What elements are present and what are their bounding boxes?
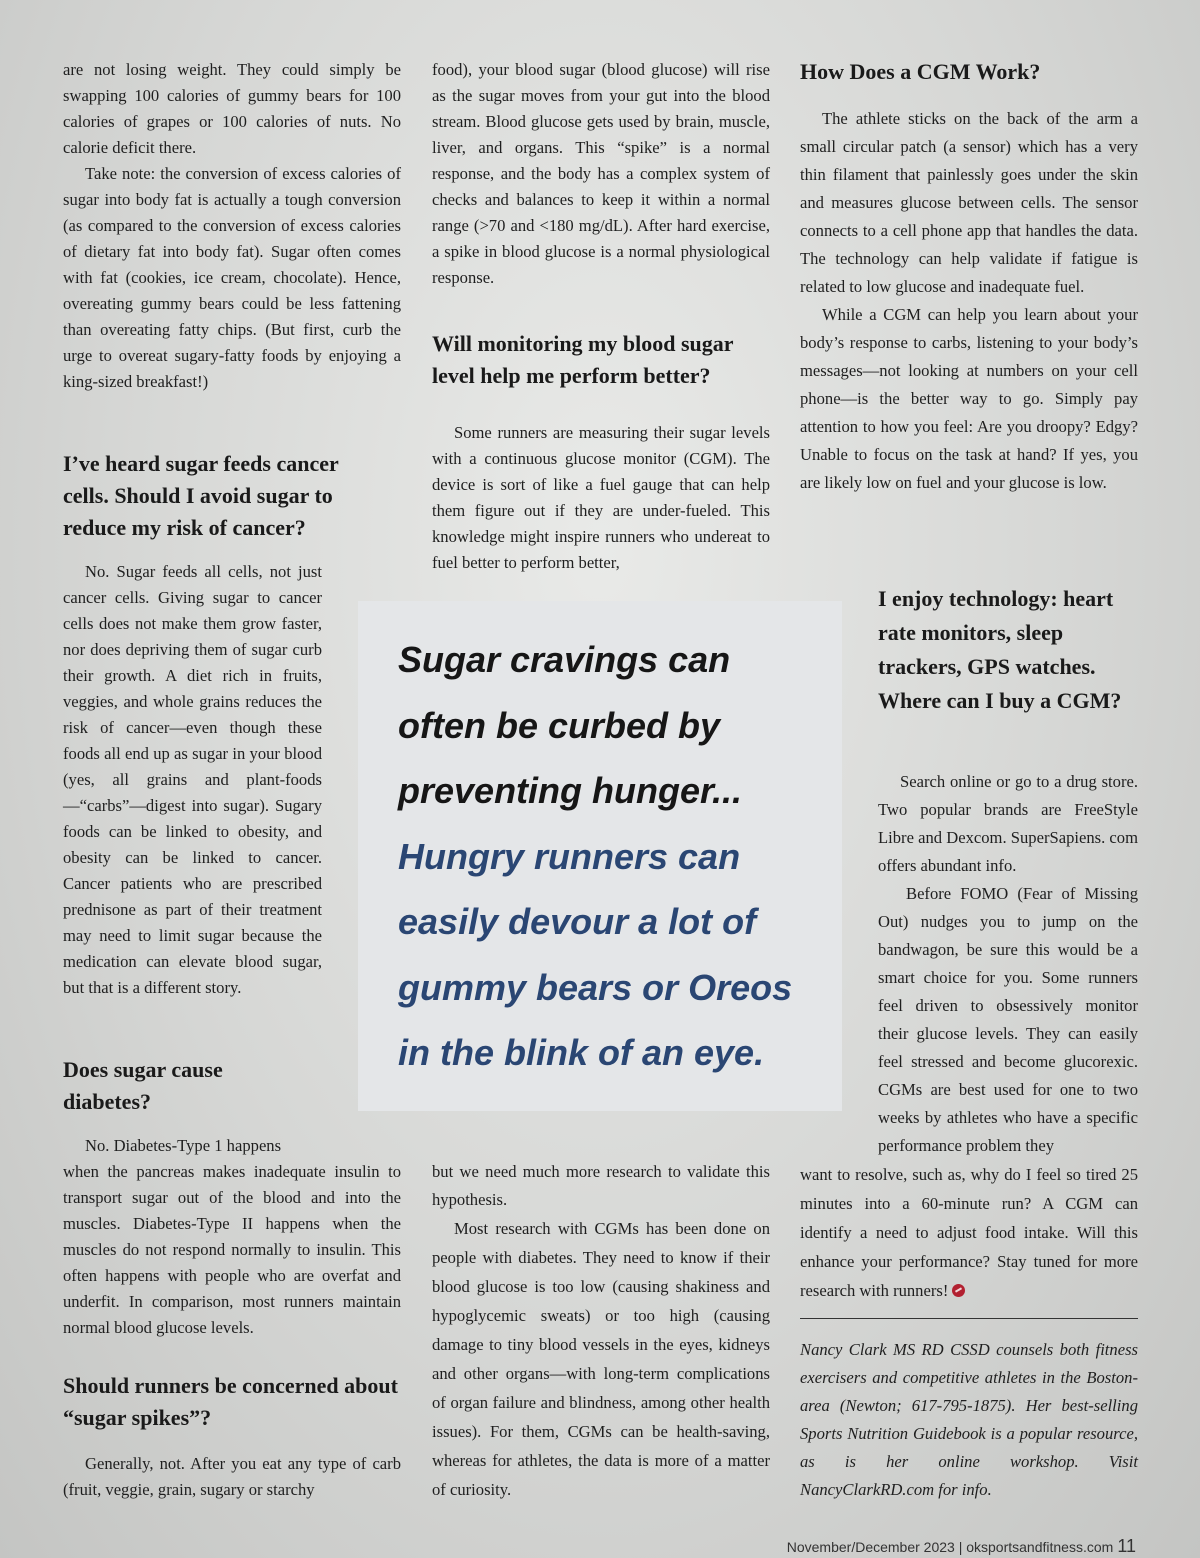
col1-paragraph-2: Take note: the conversion of excess calories of sugar into body fat is actually a tough conversion (as compared to the conversion of excess calories of dietary fat into body fat). Sugar often comes with fat (cookies, ice cream, chocolate). Hence, overeating gummy bears could be less fattening than overeating fatty chips. (But first, curb the urge to overeat sugary-fatty foods by enjoying a king-sized breakfast!): [63, 164, 401, 391]
pull-quote-box: [358, 601, 842, 1111]
col1-paragraph-1: are not losing weight. They could simply be swapping 100 calories of gummy bears for 100 calories of grapes or 100 calories of nuts. No calorie deficit there.: [63, 60, 401, 157]
cancer-paragraph: No. Sugar feeds all cells, not just cancer cells. Giving sugar to cancer cells does not make them grow faster, nor does depriving them of sugar curb their growth. A diet rich in fruits, veggies, and whole grains reduces the risk of cancer—even though these foods all end up as sugar in your blood (yes, all grains and plant-foods—“carbs”—digest into sugar). Sugary foods can be linked to obesity, and obesity can be linked to cancer. Cancer patients who are prescribed prednisone as part of their treatment may need to limit sugar because the medication can elevate blood sugar, but that is a different story.: [63, 562, 322, 997]
monitor-heading-block: [432, 328, 770, 392]
pull-quote-line-3: preventing hunger...: [398, 770, 743, 811]
diabetes-body-b: [63, 1159, 401, 1341]
cancer-heading: I’ve heard sugar feeds cancer cells. Should I avoid sugar to reduce my risk of cancer?: [63, 451, 339, 540]
buy-body-continued: [800, 1160, 1138, 1305]
runner-logo-icon: [952, 1284, 965, 1297]
page-number: 11: [1117, 1536, 1136, 1556]
pull-quote-line-4: Hungry runners can: [398, 835, 741, 877]
how-heading-block: [800, 56, 1138, 88]
buy-heading: I enjoy technology: heart rate monitors, sleep trackers, GPS watches. Where can I buy a CGM?: [878, 586, 1122, 713]
monitor-paragraph: Some runners are measuring their sugar levels with a continuous glucose monitor (CGM). The device is sort of like a fuel gauge that can help them figure out if they are under-fueled. This knowledge might inspire runners who undereat to fuel better to perform better,: [432, 423, 770, 572]
column-1: [63, 57, 401, 395]
spikes-body-block: [63, 1451, 401, 1503]
buy-paragraph-3: [800, 1160, 1138, 1305]
page-footer: [787, 1536, 1136, 1557]
spikes-paragraph: Generally, not. After you eat any type of carb (fruit, veggie, grain, sugary or starchy: [63, 1454, 401, 1499]
buy-paragraph-3-text: want to resolve, such as, why do I feel so tired 25 minutes into a 60-minute run? A CGM can identify a need to adjust food intake. Will this enhance your performance? Stay tuned for more research with runners!: [800, 1165, 1138, 1300]
diabetes-paragraph-start: No. Diabetes-Type 1 happens: [85, 1136, 282, 1155]
spikes-heading: Should runners be concerned about “sugar spikes”?: [63, 1373, 398, 1430]
diabetes-paragraph-rest: when the pancreas makes inadequate insulin to transport sugar out of the blood and into the muscles. Diabetes-Type II happens when the muscles do not respond normally to insulin. This often happens with people who are overfat and underfit. In comparison, most runners maintain normal blood glucose levels.: [63, 1162, 401, 1337]
pull-quote-line-2: often be curbed by: [398, 704, 721, 746]
buy-body-block: [878, 768, 1138, 1160]
diabetes-body-a: [63, 1133, 322, 1159]
diabetes-heading: Does sugar cause diabetes?: [63, 1057, 223, 1114]
pull-quote-line-1: Sugar cravings can: [398, 639, 731, 680]
how-body-block: [800, 105, 1138, 497]
pull-quote-line-7: in the blink of an eye.: [398, 1032, 765, 1073]
cancer-heading-block: [63, 448, 383, 544]
how-heading: How Does a CGM Work?: [800, 59, 1041, 84]
bio-divider: [800, 1318, 1138, 1319]
research-paragraph: Most research with CGMs has been done on people with diabetes. They need to know if their blood glucose is too low (causing shakiness and hypoglycemic sweats) or too high (causing damage to tiny blood vessels in the eyes, kidneys and other organs—with long-term complications of organ failure and blindness, among other health issues). For them, CGMs can be health-saving, whereas for athletes, the data is more of a matter of curiosity.: [432, 1219, 770, 1499]
column-2-top: [432, 57, 770, 291]
monitor-heading: Will monitoring my blood sugar level help me perform better?: [432, 331, 734, 388]
cancer-body-block: [63, 559, 322, 1001]
author-bio-block: [800, 1336, 1138, 1504]
how-paragraph-1: The athlete sticks on the back of the arm a small circular patch (a sensor) which has a very thin filament that painlessly goes under the skin and measures glucose between cells. The sensor connects to a cell phone app that handles the data. The technology can help validate if fatigue is related to low glucose and inadequate fuel.: [800, 109, 1138, 296]
author-bio: Nancy Clark MS RD CSSD counsels both fitness exercisers and competitive athletes in the Boston-area (Newton; 617-795-1875). Her best-selling Sports Nutrition Guidebook is a popular resource, as is her online workshop. Visit NancyClarkRD.com for info.: [800, 1340, 1138, 1499]
buy-heading-block: [878, 582, 1138, 718]
spikes-heading-block: [63, 1370, 401, 1434]
diabetes-heading-block: [63, 1054, 263, 1118]
pull-quote-line-6: gummy bears or Oreos: [398, 966, 793, 1008]
monitor-body-block: [432, 420, 770, 576]
how-paragraph-2: While a CGM can help you learn about your body’s response to carbs, listening to your body’s messages—not looking at numbers on your cell phone—is the better way to go. Simply pay attention to how you feel: Are you droopy? Edgy? Unable to focus on the task at hand? If yes, you are likely low on fuel and your glucose is low.: [800, 305, 1138, 492]
footer-issue-site: November/December 2023 | oksportsandfitness.com: [786, 1539, 1114, 1555]
column-2-bottom: [432, 1158, 770, 1504]
col2-continuation: but we need much more research to validate this hypothesis.: [432, 1162, 770, 1209]
pull-quote-line-5: easily devour a lot of: [398, 901, 757, 942]
col2-paragraph-1: food), your blood sugar (blood glucose) will rise as the sugar moves from your gut into the blood stream. Blood glucose gets used by brain, muscle, liver, and organs. This “spike” is a normal response, and the body has a complex system of checks and balances to keep it within a normal range (>70 and <180 mg/dL). After hard exercise, a spike in blood glucose is a normal physiological response.: [432, 60, 770, 287]
buy-paragraph-1: Search online or go to a drug store. Two popular brands are FreeStyle Libre and Dexcom. SuperSapiens. com offers abundant info.: [878, 772, 1138, 875]
buy-paragraph-2: Before FOMO (Fear of Missing Out) nudges you to jump on the bandwagon, be sure this would be a smart choice for you. Some runners feel driven to obsessively monitor their glucose levels. They can easily feel stressed and become glucorexic. CGMs are best used for one to two weeks by athletes who have a specific performance problem they: [878, 884, 1138, 1155]
